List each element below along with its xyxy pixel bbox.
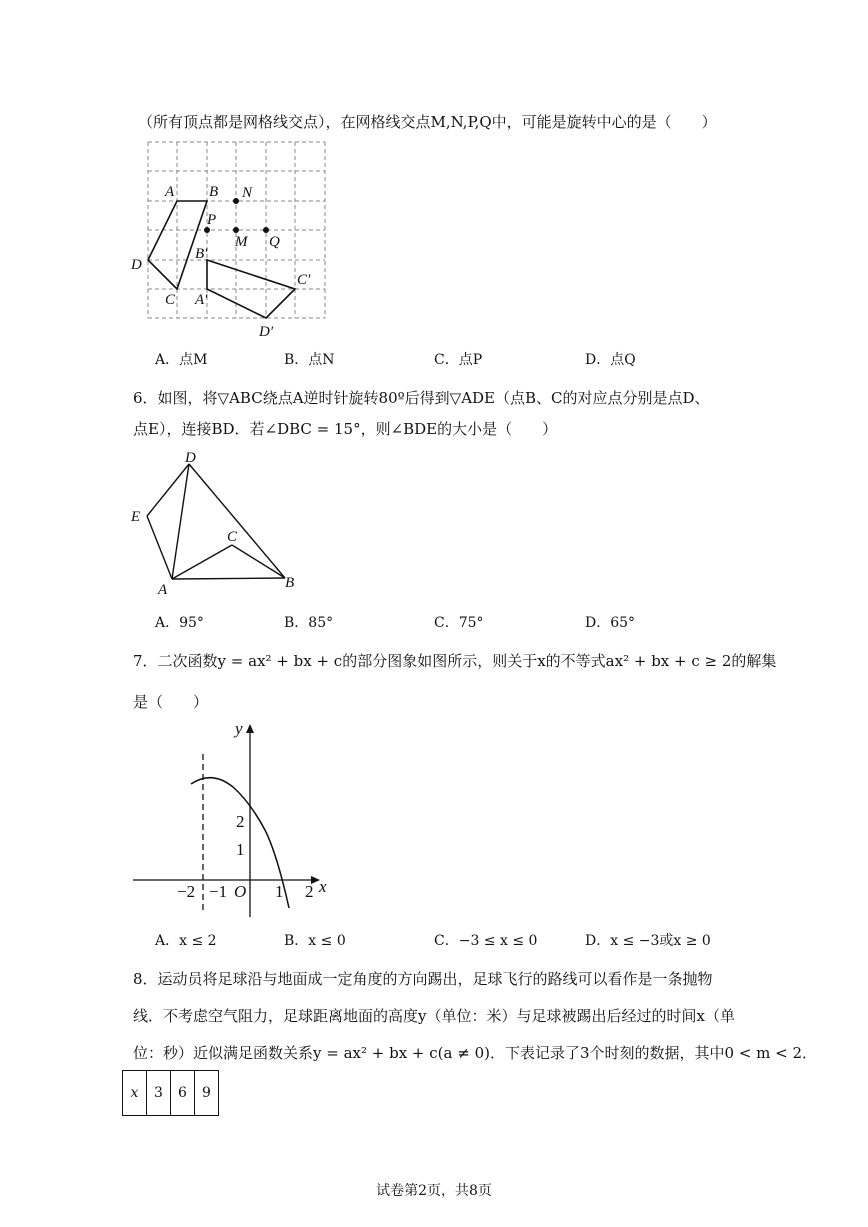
label-c: C xyxy=(165,292,176,308)
label-e: E xyxy=(131,509,141,525)
label-a: A xyxy=(165,184,175,200)
page-footer: 试卷第2页，共8页 xyxy=(376,1183,492,1199)
label-d: D xyxy=(131,257,142,273)
tick-label-x-neg1: −1 xyxy=(209,882,228,901)
q6-option-d[interactable]: D．65° xyxy=(585,615,636,631)
q5-option-c[interactable]: C．点P xyxy=(434,352,483,368)
q5-option-a[interactable]: A．点M xyxy=(155,352,208,368)
label-b: B xyxy=(285,575,295,591)
q7-parabola-figure xyxy=(125,712,340,922)
q7-option-d[interactable]: D．x ≤ −3或x ≥ 0 xyxy=(585,933,711,949)
q6-option-c[interactable]: C．75° xyxy=(434,615,484,631)
table-cell: 9 xyxy=(195,1071,219,1116)
label-c1: C′ xyxy=(297,272,311,288)
q7-option-b[interactable]: B．x ≤ 0 xyxy=(284,933,346,949)
q7-option-c[interactable]: C．−3 ≤ x ≤ 0 xyxy=(434,933,538,949)
q6-line2: 点E），连接BD．若∠DBC = 15°，则∠BDE的大小是（ ） xyxy=(133,420,558,438)
q5-option-d[interactable]: D．点Q xyxy=(585,352,636,368)
q8-data-table xyxy=(122,1070,219,1116)
label-x: x xyxy=(319,877,327,896)
q6-triangle-figure xyxy=(125,448,305,596)
tick-label-y1: 1 xyxy=(236,840,245,859)
tick-label-x-neg2: −2 xyxy=(177,882,196,901)
label-d: D xyxy=(185,450,196,466)
tick-label-y2: 2 xyxy=(236,812,245,831)
label-origin: O xyxy=(234,882,247,901)
label-p: P xyxy=(207,212,217,228)
label-b: B xyxy=(209,184,219,200)
label-n: N xyxy=(242,185,253,201)
label-c: C xyxy=(227,529,238,545)
q6-option-a[interactable]: A．95° xyxy=(155,615,204,631)
label-b1: B′ xyxy=(195,246,208,262)
q8-line1: 8．运动员将足球沿与地面成一定角度的方向踢出，足球飞行的路线可以看作是一条抛物 xyxy=(133,970,713,988)
tick-label-x2: 2 xyxy=(305,882,314,901)
table-cell: 6 xyxy=(171,1071,195,1116)
q8-line2: 线．不考虑空气阻力，足球距离地面的高度y（单位：米）与足球被踢出后经过的时间x（单 xyxy=(133,1007,735,1025)
q6-line1: 6．如图，将▽ABC绕点A逆时针旋转80º后得到▽ADE（点B、C的对应点分别是点D、 xyxy=(133,389,710,407)
q5-option-b[interactable]: B．点N xyxy=(284,352,335,368)
label-y: y xyxy=(235,719,243,738)
q5-stem: （所有顶点都是网格线交点），在网格线交点M,N,P,Q中，可能是旋转中心的是（ ） xyxy=(138,113,717,131)
q6-option-b[interactable]: B．85° xyxy=(284,615,334,631)
q7-line2: 是（ ） xyxy=(133,693,209,711)
q7-option-a[interactable]: A．x ≤ 2 xyxy=(155,933,217,949)
q7-line1: 7．二次函数y = ax² + bx + c的部分图象如图所示，则关于x的不等式ax² + bx + c ≥ 2的解集 xyxy=(133,652,777,670)
tick-label-x1: 1 xyxy=(275,882,284,901)
label-q: Q xyxy=(269,234,280,250)
point-q xyxy=(263,227,269,233)
q8-line3: 位：秒）近似满足函数关系y = ax² + bx + c(a ≠ 0)．下表记录了3个时刻的数据，其中0 < m < 2． xyxy=(133,1044,818,1062)
point-m xyxy=(233,227,239,233)
q5-grid-figure xyxy=(125,138,340,343)
table-cell: 3 xyxy=(147,1071,171,1116)
label-m: M xyxy=(235,234,248,250)
table-row xyxy=(123,1071,219,1116)
label-d1: D′ xyxy=(259,324,274,340)
label-a: A xyxy=(158,582,168,596)
table-cell: x xyxy=(123,1071,147,1116)
point-n xyxy=(233,198,239,204)
label-a1: A′ xyxy=(195,292,208,308)
